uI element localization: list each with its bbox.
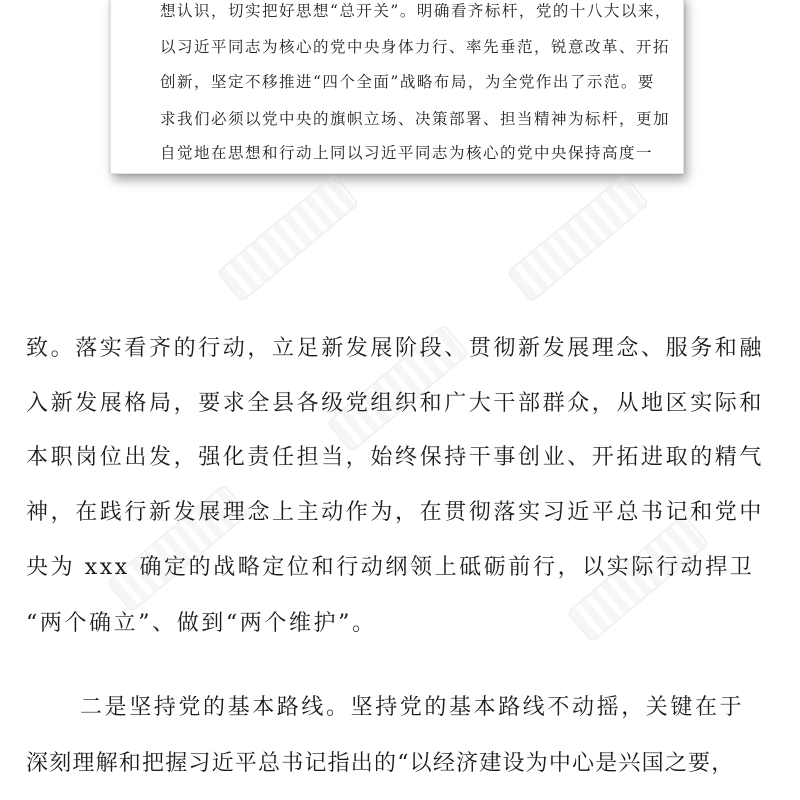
excerpt-line: 想认识，切实把好思想“总开关”。明确看齐标杆，党的十八大以来， bbox=[160, 2, 672, 20]
excerpt-line: 创新，坚定不移推进“四个全面”战略布局，为全党作出了示范。要 bbox=[160, 73, 655, 91]
text-line: 入新发展格局，要求全县各级党组织和广大干部群众，从地区实际和 bbox=[26, 391, 765, 416]
excerpt-line: 自觉地在思想和行动上同以习近平同志为核心的党中央保持高度一 bbox=[160, 144, 654, 162]
text-line: “两个确立”、做到“两个维护”。 bbox=[26, 611, 377, 636]
text-line: 神，在践行新发展理念上主动作为，在贯彻落实习近平总书记和党中 bbox=[26, 500, 765, 525]
text-line: 本职岗位出发，强化责任担当，始终保持干事创业、开拓进取的精气 bbox=[26, 445, 765, 470]
text-line: 致。落实看齐的行动，立足新发展阶段、贯彻新发展理念、服务和融 bbox=[26, 336, 765, 361]
document-excerpt-card bbox=[110, 0, 684, 174]
watermark-logo-icon bbox=[506, 176, 644, 300]
text-line: 央为 xxx 确定的战略定位和行动纲领上砥砺前行，以实际行动捍卫 bbox=[26, 555, 755, 580]
watermark-logo-icon bbox=[216, 176, 354, 300]
text-line: 深刻理解和把握习近平总书记指出的“以经济建设为中心是兴国之要， bbox=[26, 751, 735, 776]
excerpt-line: 以习近平同志为核心的党中央身体力行、率先垂范，锐意改革、开拓 bbox=[160, 38, 671, 56]
text-line: 二是坚持党的基本路线。坚持党的基本路线不动摇，关键在于 bbox=[80, 695, 745, 720]
excerpt-line: 求我们必须以党中央的旗帜立场、决策部署、担当精神为标杆，更加 bbox=[160, 110, 671, 128]
